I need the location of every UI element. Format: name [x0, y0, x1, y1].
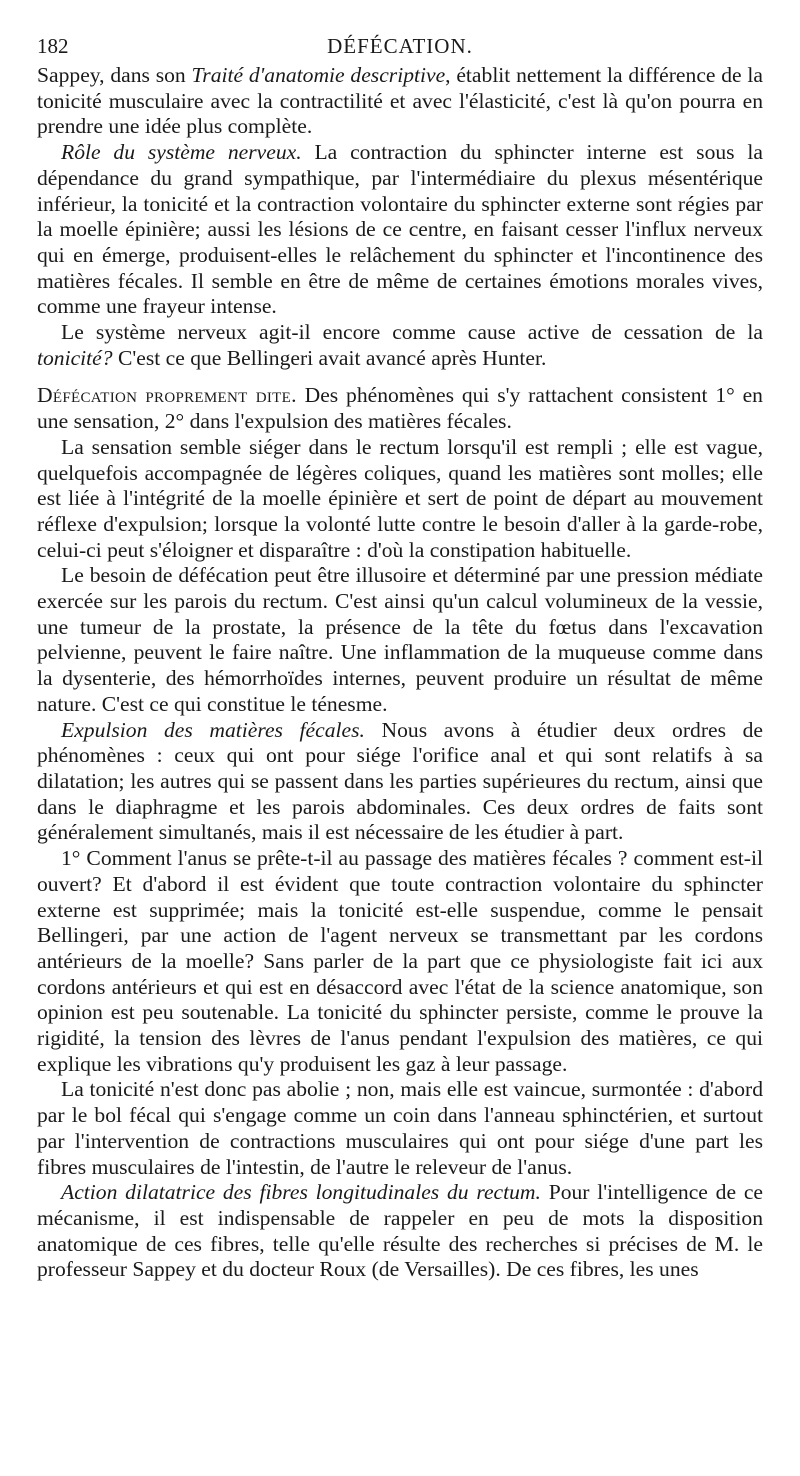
text-run: La contraction du sphincter interne est sous la dépendance du grand sympathique, par l'intermédiaire du plexus mésentérique inférieur, la tonicité et la contraction volontaire du sphincter externe sont régies par la moelle épinière; aussi les lésions de ce centre, en faisant cesser l'influx nerveux qui en émerge, produisent-elles le relâchement du sphincter et l'incontinence des matières fécales. Il semble en être de même de certaines émotions morales vives, comme une frayeur intense. [37, 140, 763, 319]
section-heading-italic: Rôle du système nerveux. [61, 140, 302, 165]
text-run: Pour l'intelligence de ce mécanisme, il est indispensable de rappeler en peu de mots la disposition anatomique de ces fibres, telle qu'elle résulte des recherches si précises de M. le professeur Sappey et du docteur Roux (de Versailles). De ces fibres, les unes [37, 1180, 763, 1282]
paragraph-anus-opening: 1° Comment l'anus se prête-t-il au passage des matières fécales ? comment est-il ouvert? Et d'abord il est évident que toute contraction volontaire du sphincter externe est supprimée; mais la tonicité est-elle suspendue, comme le pensait Bellingeri, par une action de l'agent nerveux se transmettant par les cordons antérieurs de la moelle? Sans parler de la part que ce physiologiste fait ici aux cordons antérieurs et qui est en désaccord avec l'état de la science anatomique, son opinion est peu soutenable. La tonicité du sphincter persiste, comme le prouve la rigidité, la tension des lèvres de l'anus pendant l'expulsion des matières, ce qui explique les vibrations qu'y produisent les gaz à leur passage. [37, 846, 763, 1076]
paragraph-nervous-system-role [37, 140, 763, 320]
text-run: Nous avons à étudier deux ordres de phénomènes : ceux qui ont pour siége l'orifice anal et qui sont relatifs à sa dilatation; les autres qui se passent dans les parties supérieures du rectum, ainsi que dans le diaphragme et les parois abdominales. Ces deux ordres de faits sont généralement simultanés, mais il est nécessaire de les étudier à part. [37, 717, 763, 845]
paragraph-defecation-proper [37, 383, 763, 434]
section-heading-italic: Expulsion des matières fécales. [61, 717, 365, 742]
paragraph-tonicity-question [37, 320, 763, 371]
term-italic: tonicité? [37, 345, 113, 370]
section-heading-italic: Action dilatatrice des fibres longitudinales du rectum. [61, 1180, 541, 1205]
page-number: 182 [37, 34, 69, 58]
page-header [37, 33, 763, 63]
paragraph-tonicity-overcome: La tonicité n'est donc pas abolie ; non, mais elle est vaincue, surmontée : d'abord par le bol fécal qui s'engage comme un coin dans l'anneau sphinctérien, et surtout par l'intervention de contractions musculaires qui ont pour siége d'une part les fibres musculaires de l'intestin, de l'autre le releveur de l'anus. [37, 1077, 763, 1179]
paragraph-sensation: La sensation semble siéger dans le rectum lorsqu'il est rempli ; elle est vague, quelquefois accompagnée de légères coliques, quand les matières sont molles; elle est liée à l'intégrité de la moelle épinière et sert de point de départ au mouvement réflexe d'expulsion; lorsque la volonté lutte contre le besoin d'aller à la garde-robe, celui-ci peut s'éloigner et disparaître : d'où la constipation habituelle. [37, 434, 763, 562]
paragraph-dilating-action [37, 1180, 763, 1283]
text-run: C'est ce que Bellingeri avait avancé après Hunter. [112, 345, 547, 370]
paragraph-sappey [37, 63, 763, 140]
running-title: DÉFÉCATION. [327, 34, 473, 58]
text-run: Le système nerveux agit-il encore comme cause active de cessation de la [61, 320, 763, 345]
paragraph-expulsion [37, 718, 763, 847]
section-heading-smallcaps: Défécation proprement dite. [37, 383, 297, 408]
book-page [37, 33, 763, 1283]
text-run: Sappey, dans son [37, 63, 192, 87]
text-run: , établit nettement la différence de la tonicité musculaire avec la contractilité et avec l'élasticité, c'est là qu'on pourra en prendre une idée plus complète. [37, 63, 764, 139]
book-title-italic: Traité d'anatomie descriptive [191, 63, 446, 87]
paragraph-illusory-need: Le besoin de défécation peut être illusoire et déterminé par une pression médiate exercée sur les parois du rectum. C'est ainsi qu'un calcul volumineux de la vessie, une tumeur de la prostate, la présence de la tête du fœtus dans l'excavation pelvienne, peuvent le faire naître. Une inflammation de la muqueuse comme dans la dysenterie, des hémorrhoïdes internes, peuvent produire un résultat de même nature. C'est ce qui constitue le ténesme. [37, 563, 763, 716]
text-run: Des phénomènes qui s'y rattachent consistent 1° en une sensation, 2° dans l'expulsion des matières fécales. [37, 383, 763, 434]
